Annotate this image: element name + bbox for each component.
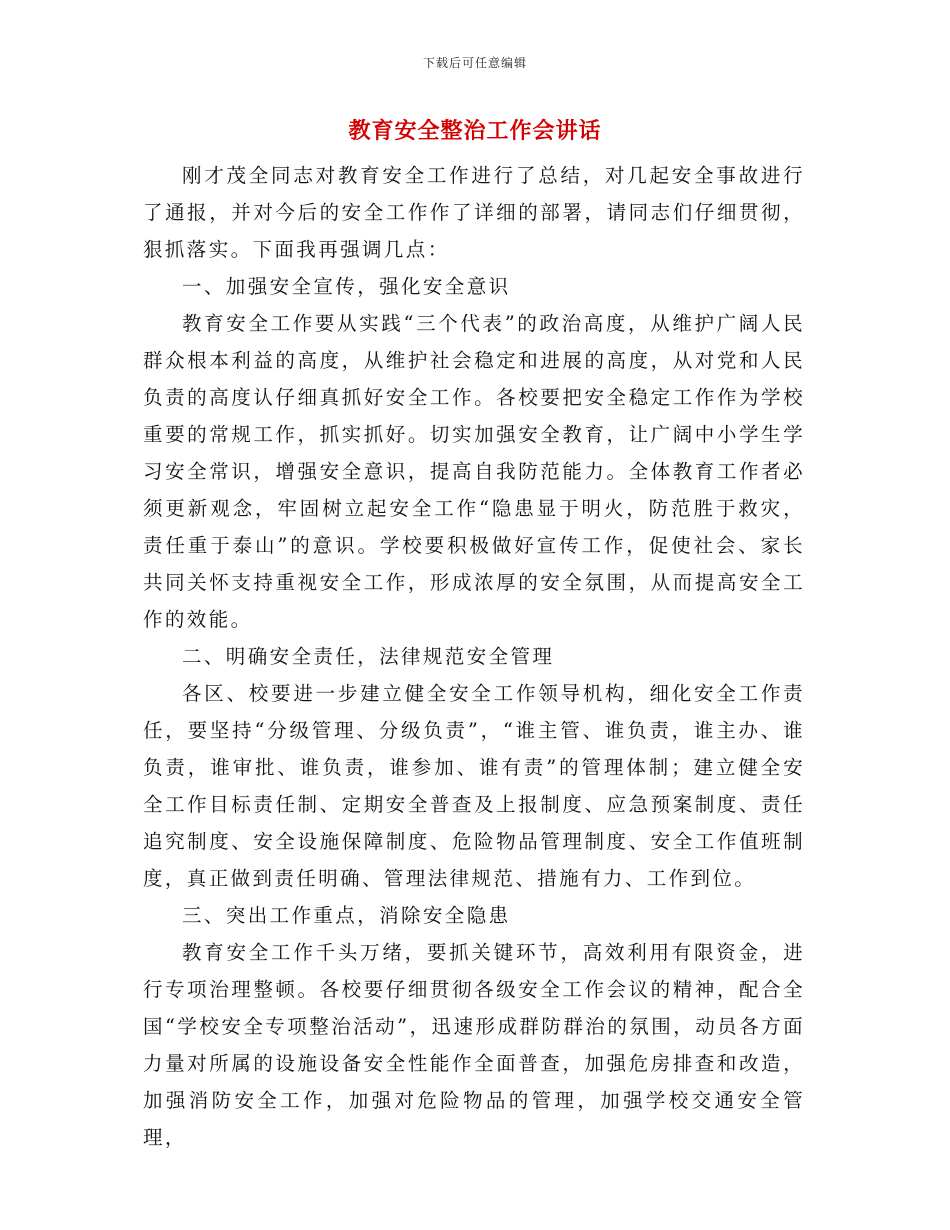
section-heading-3: 三、突出工作重点，消除安全隐患 [182,904,511,927]
document-title: 教育安全整治工作会讲话 [348,118,602,144]
paragraph-intro: 刚才茂全同志对教育安全工作进行了总结，对几起安全事故进行了通报，并对今后的安全工作作了详细的部署，请同志们仔细贯彻，狠抓落实。下面我再强调几点： [143,164,805,261]
section-heading-2: 二、明确安全责任，法律规范安全管理 [182,645,555,668]
section-heading-1: 一、加强安全宣传，强化安全意识 [182,275,511,298]
paragraph-section-1: 教育安全工作要从实践“三个代表”的政治高度，从维护广阔人民群众根本利益的高度，从维护社会稳定和进展的高度，从对党和人民负责的高度认仔细真抓好安全工作。各校要把安全稳定工作作为学校重要的常规工作，抓实抓好。切实加强安全教育，让广阔中小学生学习安全常识，增强安全意识，提高自我防范能力。全体教育工作者必须更新观念，牢固树立起安全工作“隐患显于明火，防范胜于救灾，责任重于泰山”的意识。学校要积极做好宣传工作，促使社会、家长共同关怀支持重视安全工作，形成浓厚的安全氛围，从而提高安全工作的效能。 [143,312,805,631]
page-header-note: 下载后可任意编辑 [422,56,527,70]
paragraph-section-3: 教育安全工作千头万绪，要抓关键环节，高效利用有限资金，进行专项治理整顿。各校要仔细贯彻各级安全工作会议的精神，配合全国“学校安全专项整治活动”，迅速形成群防群治的氛围，动员各方面力量对所属的设施设备安全性能作全面普查，加强危房排查和改造，加强消防安全工作，加强对危险物品的管理，加强学校交通安全管理， [143,941,805,1149]
document-body [143,157,805,1156]
paragraph-section-2: 各区、校要进一步建立健全安全工作领导机构，细化安全工作责任，要坚持“分级管理、分级负责”，“谁主管、谁负责，谁主办、谁负责，谁审批、谁负责，谁参加、谁有责”的管理体制；建立健全安全工作目标责任制、定期安全普查及上报制度、应急预案制度、责任追究制度、安全设施保障制度、危险物品管理制度、安全工作值班制度，真正做到责任明确、管理法律规范、措施有力、工作到位。 [143,682,805,890]
